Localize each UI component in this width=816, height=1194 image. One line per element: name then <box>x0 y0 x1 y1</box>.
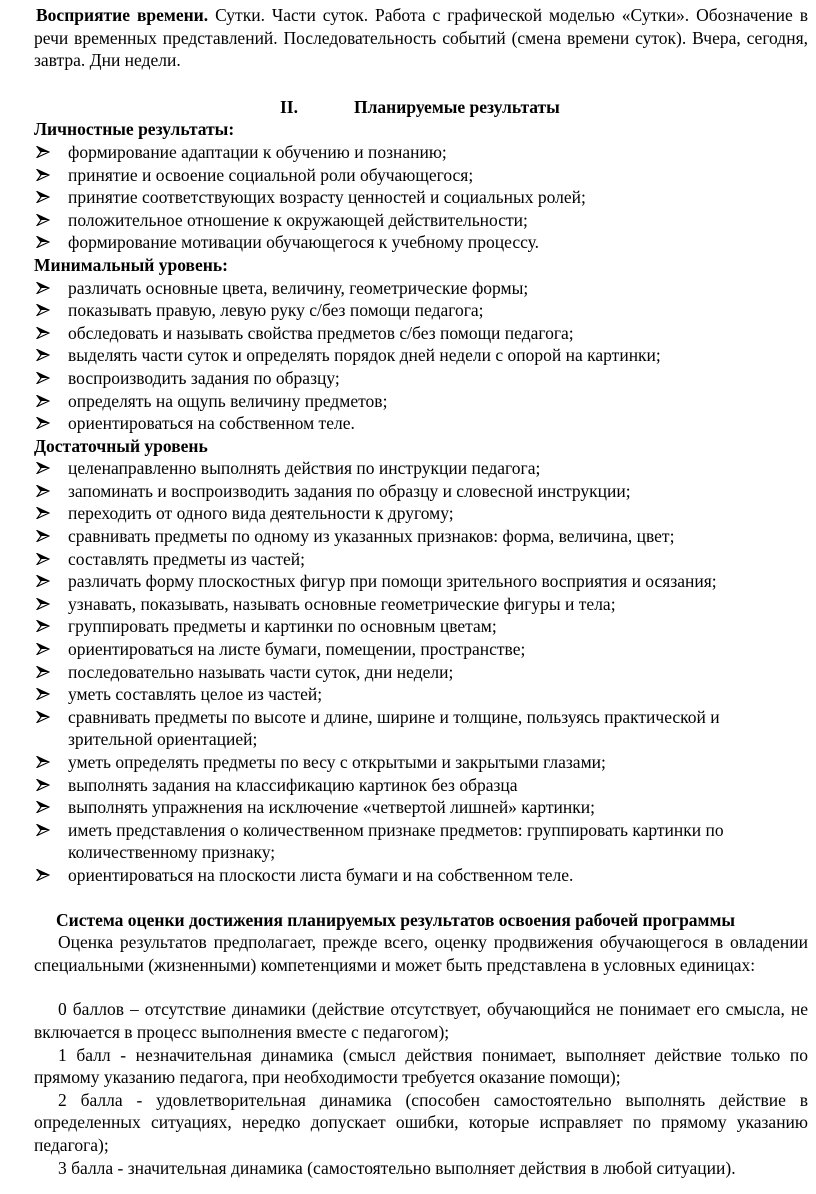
list-item <box>34 819 808 864</box>
list-item-text: различать основные цвета, величину, геометрические формы; <box>68 277 529 298</box>
spacer <box>34 976 808 998</box>
list-item <box>34 706 808 751</box>
list-item <box>34 367 808 390</box>
list-item-text: различать форму плоскостных фигур при помощи зрительного восприятия и осязания; <box>68 571 717 592</box>
list-item <box>34 502 808 525</box>
list-item-text: составлять предметы из частей; <box>68 548 305 569</box>
list-item-text: обследовать и называть свойства предметов с/без помощи педагога; <box>68 322 574 343</box>
list-item <box>34 615 808 638</box>
list-item <box>34 774 808 797</box>
list-item <box>34 661 808 684</box>
list-item-text: уметь составлять целое из частей; <box>68 684 323 705</box>
list-item-text: уметь определять предметы по весу с открытыми и закрытыми глазами; <box>68 752 606 772</box>
spacer <box>34 72 808 94</box>
arrowhead-bullet-icon <box>36 525 52 547</box>
arrowhead-bullet-icon <box>36 548 52 570</box>
assessment-levels <box>34 998 808 1179</box>
sufficient-list <box>34 457 808 886</box>
list-item <box>34 186 808 209</box>
arrowhead-bullet-icon <box>36 277 52 299</box>
arrowhead-bullet-icon <box>36 593 52 615</box>
arrowhead-bullet-icon <box>36 141 52 163</box>
list-item-text: узнавать, показывать, называть основные геометрические фигуры и тела; <box>68 593 616 614</box>
list-item <box>34 299 808 322</box>
list-item <box>34 277 808 300</box>
list-item <box>34 164 808 187</box>
list-item-text: воспроизводить задания по образцу; <box>68 367 340 388</box>
arrowhead-bullet-icon <box>36 638 52 660</box>
list-item <box>34 796 808 819</box>
section-heading <box>34 96 808 119</box>
list-item <box>34 231 808 254</box>
arrowhead-bullet-icon <box>36 344 52 366</box>
list-item <box>34 638 808 661</box>
list-item-text: положительное отношение к окружающей действительности; <box>68 209 528 230</box>
list-item <box>34 683 808 706</box>
list-item-text: показывать правую, левую руку с/без помощи педагога; <box>68 300 484 321</box>
list-item <box>34 322 808 345</box>
list-item-text: переходить от одного вида деятельности к другому; <box>68 503 454 524</box>
list-item-text: сравнивать предметы по высоте и длине, ширине и толщине, пользуясь практической и зрительной ориентацией; <box>68 706 720 750</box>
list-item-text: выполнять задания на классификацию картинок без образца <box>68 774 518 795</box>
intro-paragraph <box>34 4 808 72</box>
arrowhead-bullet-icon <box>36 457 52 479</box>
assessment-intro: Оценка результатов предполагает, прежде всего, оценку продвижения обучающегося в овладении специальными (жизненными) компетенциями и может быть представлена в условных единицах: <box>34 932 808 975</box>
list-item-text: иметь представления о количественном признаке предметов: группировать картинки по количественному признаку; <box>68 819 724 863</box>
list-item-text: последовательно называть части суток, дни недели; <box>68 661 454 682</box>
arrowhead-bullet-icon <box>36 683 52 705</box>
list-item <box>34 570 808 593</box>
arrowhead-bullet-icon <box>36 480 52 502</box>
arrowhead-bullet-icon <box>36 751 52 773</box>
assessment-level: 0 баллов – отсутствие динамики (действие отсутствует, обучающийся не понимает его смысла, не включается в процесс выполнения вместе с педагогом); <box>34 999 808 1042</box>
spacer <box>34 887 808 909</box>
arrowhead-bullet-icon <box>36 819 52 841</box>
arrowhead-bullet-icon <box>36 412 52 434</box>
intro-text: Сутки. Части суток. Работа с графической моделью «Сутки». Обозначение в речи временных представлений. Последовательность событий (смена времени суток). Вчера, сегодня, завтра. Дни недели. <box>34 5 808 71</box>
list-item-text: принятие и освоение социальной роли обучающегося; <box>68 164 474 185</box>
arrowhead-bullet-icon <box>36 186 52 208</box>
list-item-text: формирование адаптации к обучению и познанию; <box>68 141 447 162</box>
list-item <box>34 864 808 887</box>
section-number: II. <box>280 96 298 117</box>
list-item-text: группировать предметы и картинки по основным цветам; <box>68 616 497 637</box>
list-item-text: принятие соответствующих возрасту ценностей и социальных ролей; <box>68 187 586 208</box>
arrowhead-bullet-icon <box>36 322 52 344</box>
list-item-text: ориентироваться на собственном теле. <box>68 413 355 434</box>
list-item <box>34 412 808 435</box>
list-item-text: ориентироваться на плоскости листа бумаги и на собственном теле. <box>68 864 574 885</box>
list-item-text: запоминать и воспроизводить задания по образцу и словесной инструкции; <box>68 480 631 501</box>
arrowhead-bullet-icon <box>36 864 52 886</box>
assessment-level: 2 балла - удовлетворительная динамика (способен самостоятельно выполнять действие в определенных ситуациях, нередко допускает ошибки, которые исправляет по прямому указанию педагога); <box>34 1089 808 1155</box>
arrowhead-bullet-icon <box>36 502 52 524</box>
arrowhead-bullet-icon <box>36 661 52 683</box>
assessment-title: Система оценки достижения планируемых результатов освоения рабочей программы <box>56 909 736 930</box>
list-item <box>34 751 808 774</box>
personal-list <box>34 141 808 254</box>
minimal-heading: Минимальный уровень: <box>34 254 228 275</box>
arrowhead-bullet-icon <box>36 367 52 389</box>
assessment-level: 3 балла - значительная динамика (самостоятельно выполняет действия в любой ситуации). <box>58 1157 736 1178</box>
list-item <box>34 344 808 367</box>
arrowhead-bullet-icon <box>36 209 52 231</box>
arrowhead-bullet-icon <box>36 796 52 818</box>
list-item <box>34 480 808 503</box>
list-item-text: целенаправленно выполнять действия по инструкции педагога; <box>68 458 541 479</box>
list-item <box>34 593 808 616</box>
list-item-text: сравнивать предметы по одному из указанных признаков: форма, величина, цвет; <box>68 526 675 547</box>
list-item-text: ориентироваться на листе бумаги, помещении, пространстве; <box>68 639 526 660</box>
arrowhead-bullet-icon <box>36 390 52 412</box>
list-item-text: определять на ощупь величину предметов; <box>68 390 388 411</box>
assessment-level: 1 балл - незначительная динамика (смысл действия понимает, выполняет действие только по прямому указанию педагога, при необходимости требуется оказание помощи); <box>34 1044 808 1088</box>
list-item <box>34 457 808 480</box>
list-item-text: выполнять упражнения на исключение «четвертой лишней» картинки; <box>68 797 595 818</box>
list-item <box>34 548 808 571</box>
personal-heading: Личностные результаты: <box>34 119 235 140</box>
list-item <box>34 390 808 413</box>
arrowhead-bullet-icon <box>36 774 52 796</box>
arrowhead-bullet-icon <box>36 615 52 637</box>
sufficient-heading: Достаточный уровень <box>34 435 208 456</box>
arrowhead-bullet-icon <box>36 231 52 253</box>
list-item-text: формирование мотивации обучающегося к учебному процессу. <box>68 232 539 253</box>
list-item-text: выделять части суток и определять порядок дней недели с опорой на картинки; <box>68 345 661 366</box>
section-title: Планируемые результаты <box>354 96 560 117</box>
minimal-list <box>34 277 808 435</box>
intro-lead: Восприятие времени. <box>36 5 209 25</box>
arrowhead-bullet-icon <box>36 570 52 592</box>
arrowhead-bullet-icon <box>36 164 52 186</box>
list-item <box>34 525 808 548</box>
list-item <box>34 209 808 232</box>
arrowhead-bullet-icon <box>36 706 52 728</box>
arrowhead-bullet-icon <box>36 299 52 321</box>
list-item <box>34 141 808 164</box>
